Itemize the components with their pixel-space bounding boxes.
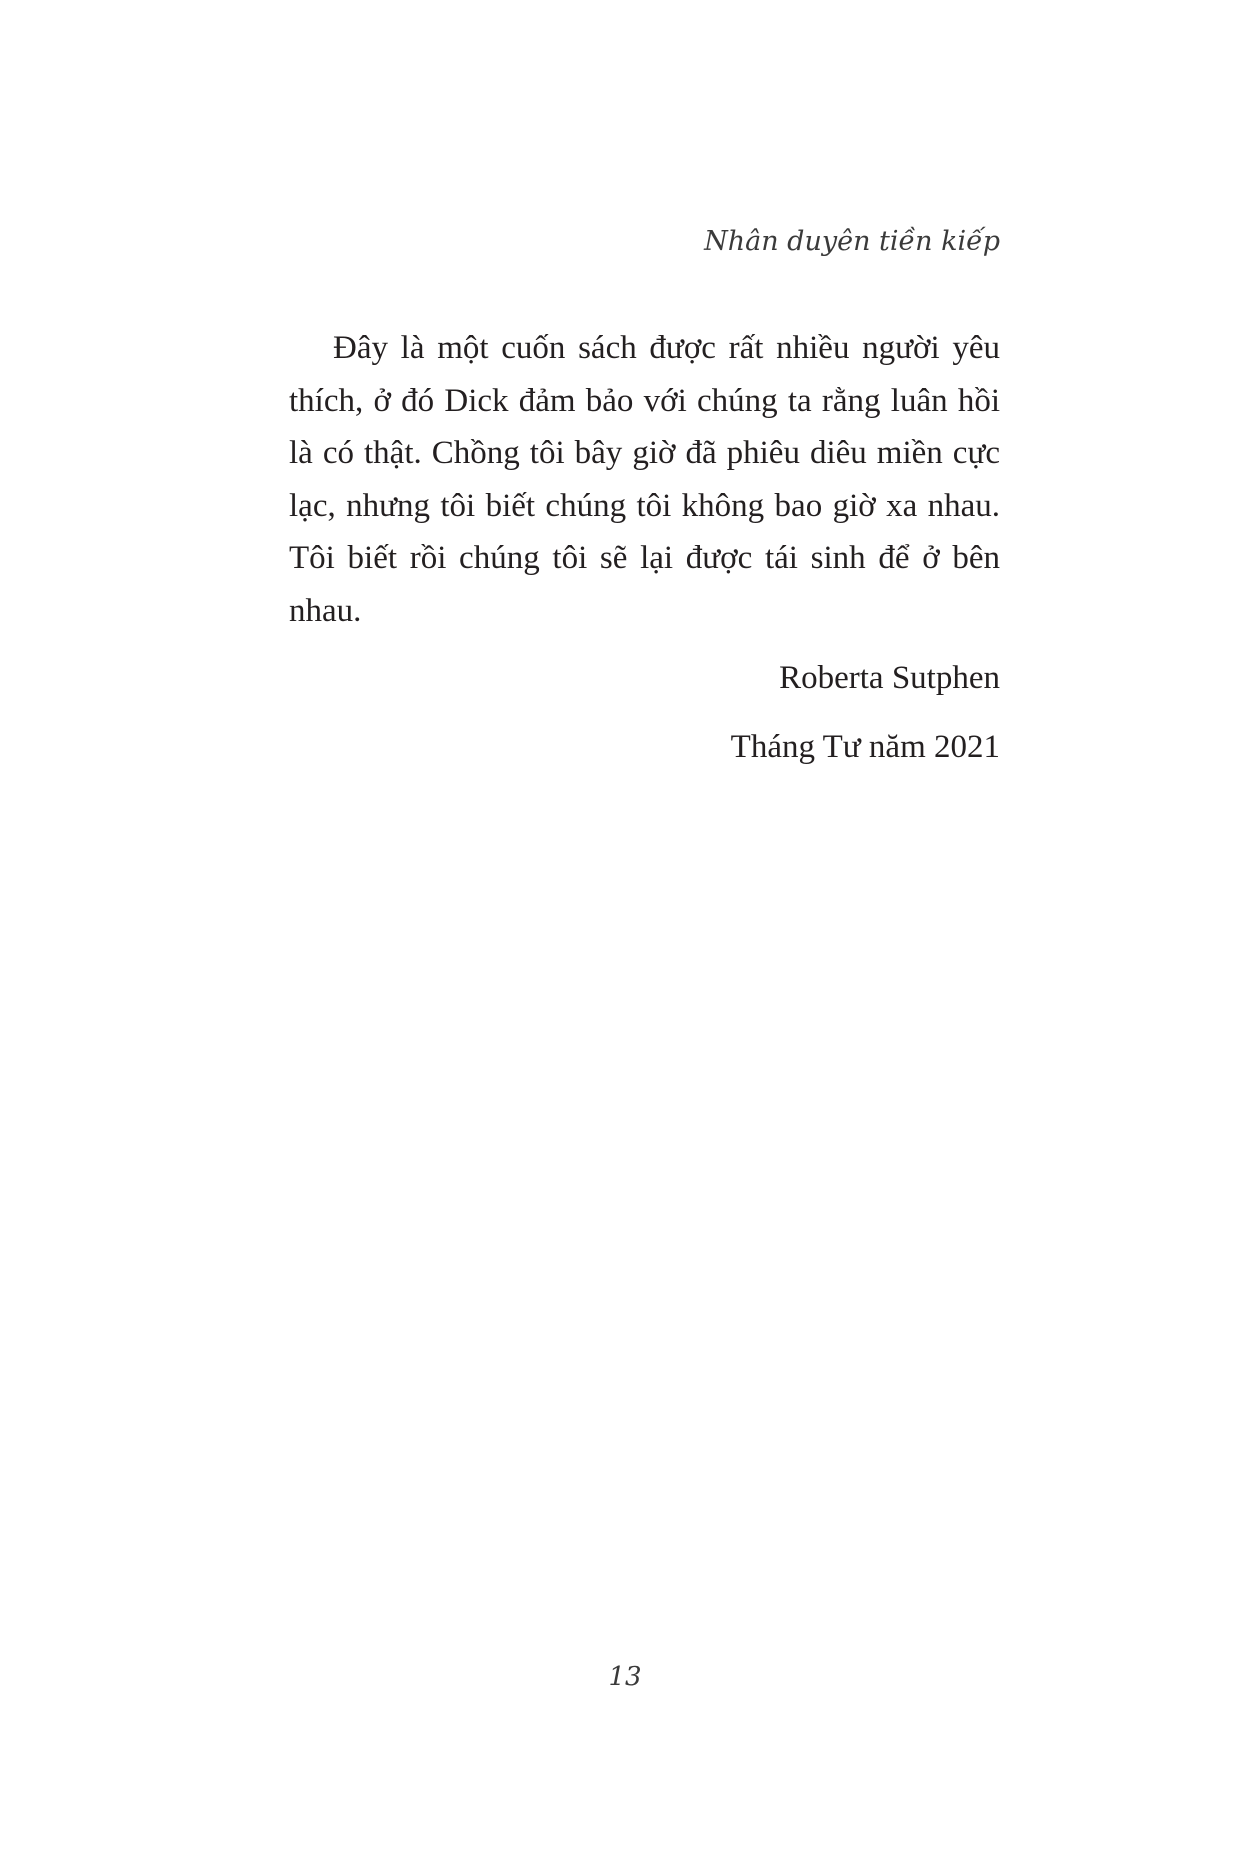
signature-date: Tháng Tư năm 2021 <box>730 729 1000 765</box>
page-number: 13 <box>608 1662 642 1692</box>
body-paragraph: Đây là một cuốn sách được rất nhiều người yêu thích, ở đó Dick đảm bảo với chúng ta rằng luân hồi là có thật. Chồng tôi bây giờ đã phiêu diêu miền cực lạc, nhưng tôi biết chúng tôi không bao giờ xa nhau. Tôi biết rồi chúng tôi sẽ lại được tái sinh để ở bên nhau. <box>289 330 1000 629</box>
author-signature: Roberta Sutphen <box>779 660 1000 696</box>
running-header-title: Nhân duyên tiền kiếp <box>704 226 1000 257</box>
